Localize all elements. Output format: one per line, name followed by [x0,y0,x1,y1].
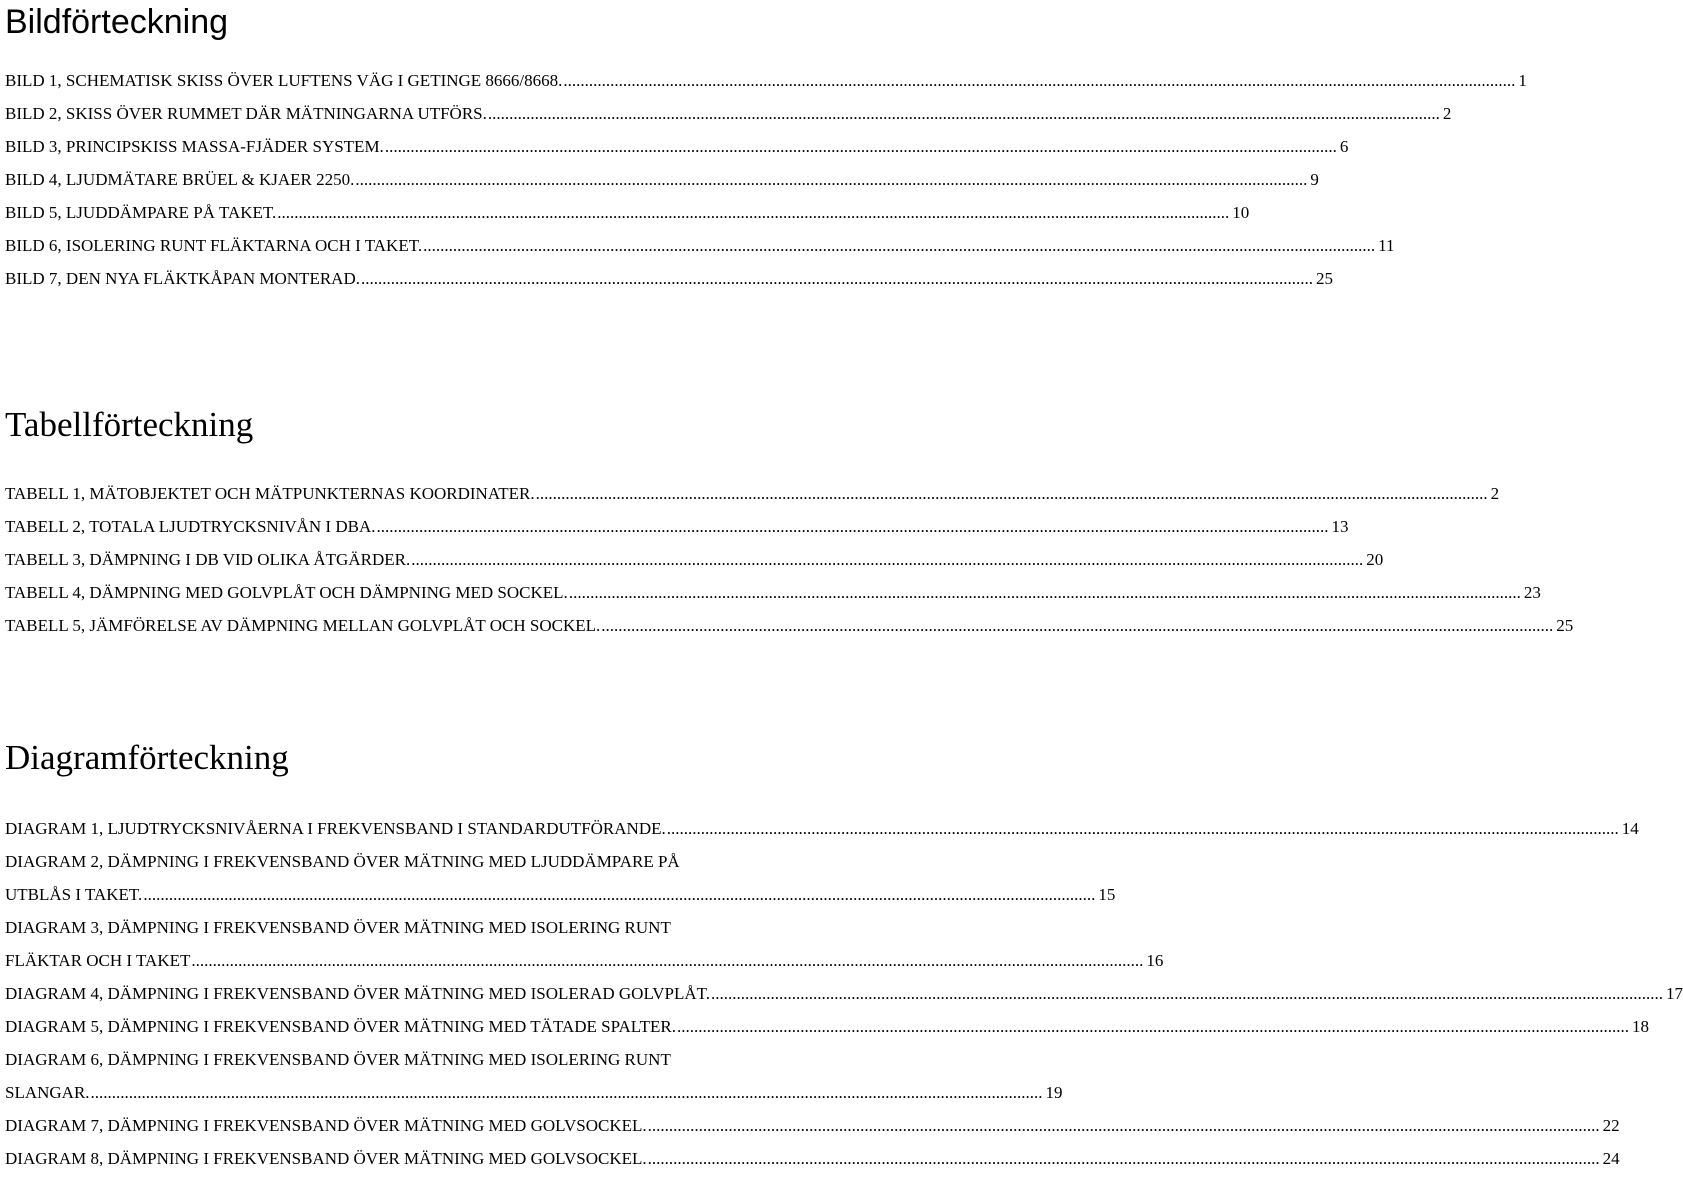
entry-title: DIAGRAM 7, DÄMPNING I FREKVENSBAND ÖVER MÄTNING MED GOLVSOCKEL. [5,1116,647,1135]
dot-leader [667,812,1619,845]
toc-entry-bild-2[interactable] [5,97,1452,130]
entry-title: DIAGRAM 6, DÄMPNING I FREKVENSBAND ÖVER MÄTNING MED ISOLERING RUNT [5,1050,671,1069]
entry-title: BILD 4, LJUDMÄTARE BRÜEL & KJAER 2250. [5,170,355,189]
entry-page: 15 [1098,885,1116,904]
toc-entry-tabell-3[interactable] [5,543,1384,576]
entry-page: 9 [1310,170,1319,189]
dot-leader [385,130,1337,163]
entry-title: TABELL 4, DÄMPNING MED GOLVPLÅT OCH DÄMPNING MED SOCKEL. [5,583,568,602]
entry-page: 24 [1602,1149,1620,1168]
toc-entry-diagram-2[interactable] [5,845,1116,911]
dot-leader [91,1076,1043,1109]
entry-title: DIAGRAM 4, DÄMPNING I FREKVENSBAND ÖVER MÄTNING MED ISOLERAD GOLVPLÅT. [5,984,711,1003]
entry-page: 16 [1146,951,1164,970]
dot-leader [143,878,1095,911]
entry-title: TABELL 5, JÄMFÖRELSE AV DÄMPNING MELLAN GOLVPLÅT OCH SOCKEL. [5,616,601,635]
dot-leader [423,229,1375,262]
dot-leader [711,977,1663,1010]
toc-entry-tabell-1[interactable] [5,477,1500,510]
diagram-list [5,812,1683,1175]
entry-page: 18 [1631,1017,1649,1036]
entry-title: BILD 2, SKISS ÖVER RUMMET DÄR MÄTNINGARNA UTFÖRS. [5,104,487,123]
toc-entry-tabell-5[interactable] [5,609,1574,642]
figure-list-heading: Bildförteckning [5,3,229,41]
entry-title: DIAGRAM 2, DÄMPNING I FREKVENSBAND ÖVER MÄTNING MED LJUDDÄMPARE PÅ [5,852,680,871]
dot-leader [648,1142,1600,1175]
toc-entry-diagram-8[interactable] [5,1142,1620,1175]
dot-leader [601,609,1553,642]
dot-leader [411,543,1363,576]
dot-leader [488,97,1440,130]
dot-leader [536,477,1488,510]
entry-title: TABELL 2, TOTALA LJUDTRYCKSNIVÅN I DBA. [5,517,376,536]
entry-title-continued: UTBLÅS I TAKET. [5,885,143,904]
toc-entry-bild-1[interactable] [5,64,1527,97]
entry-title: BILD 5, LJUDDÄMPARE PÅ TAKET. [5,203,277,222]
toc-entry-diagram-4[interactable] [5,977,1683,1010]
toc-entry-diagram-7[interactable] [5,1109,1620,1142]
toc-entry-bild-7[interactable] [5,262,1333,295]
toc-entry-bild-6[interactable] [5,229,1395,262]
toc-entry-diagram-1[interactable] [5,812,1639,845]
entry-title: BILD 6, ISOLERING RUNT FLÄKTARNA OCH I TAKET. [5,236,423,255]
entry-page: 2 [1442,104,1452,123]
entry-title: TABELL 3, DÄMPNING I DB VID OLIKA ÅTGÄRDER. [5,550,411,569]
entry-page: 25 [1315,269,1333,288]
diagram-list-section [5,736,1683,1175]
entry-title: DIAGRAM 1, LJUDTRYCKSNIVÅERNA I FREKVENSBAND I STANDARDUTFÖRANDE. [5,819,666,838]
entry-page: 11 [1378,236,1395,255]
dot-leader [377,510,1329,543]
entry-page: 17 [1666,984,1683,1003]
entry-page: 13 [1331,517,1349,536]
dot-leader [563,64,1515,97]
toc-entry-bild-5[interactable] [5,196,1250,229]
dot-leader [355,163,1307,196]
entry-page: 22 [1602,1116,1620,1135]
entry-title: TABELL 1, MÄTOBJEKTET OCH MÄTPUNKTERNAS KOORDINATER. [5,484,535,503]
toc-entry-tabell-4[interactable] [5,576,1541,609]
table-list-heading: Tabellförteckning [5,405,254,444]
entry-page: 25 [1556,616,1574,635]
entry-page: 14 [1621,819,1639,838]
toc-entry-diagram-3[interactable] [5,911,1164,977]
entry-page: 6 [1339,137,1349,156]
toc-entry-diagram-5[interactable] [5,1010,1649,1043]
toc-entry-diagram-6[interactable] [5,1043,1063,1109]
entry-title: DIAGRAM 8, DÄMPNING I FREKVENSBAND ÖVER MÄTNING MED GOLVSOCKEL. [5,1149,647,1168]
toc-entry-bild-3[interactable] [5,130,1349,163]
dot-leader [361,262,1313,295]
dot-leader [569,576,1521,609]
entry-title: BILD 3, PRINCIPSKISS MASSA-FJÄDER SYSTEM. [5,137,384,156]
entry-title-continued: FLÄKTAR OCH I TAKET [5,951,191,970]
dot-leader [191,944,1143,977]
entry-title-continued: SLANGAR. [5,1083,90,1102]
entry-title: BILD 1, SCHEMATISK SKISS ÖVER LUFTENS VÄG I GETINGE 8666/8668. [5,71,563,90]
dot-leader [677,1010,1629,1043]
figure-list-section [5,0,1527,295]
table-list-section [5,403,1574,642]
toc-entry-tabell-2[interactable] [5,510,1349,543]
figure-list [5,64,1527,295]
diagram-list-heading: Diagramförteckning [5,738,289,777]
entry-title: BILD 7, DEN NYA FLÄKTKÅPAN MONTERAD. [5,269,360,288]
entry-page: 10 [1232,203,1250,222]
entry-page: 20 [1366,550,1384,569]
entry-page: 1 [1518,71,1527,90]
entry-page: 2 [1490,484,1500,503]
table-list [5,477,1574,642]
entry-title: DIAGRAM 5, DÄMPNING I FREKVENSBAND ÖVER MÄTNING MED TÄTADE SPALTER. [5,1017,676,1036]
dot-leader [648,1109,1600,1142]
toc-entry-bild-4[interactable] [5,163,1319,196]
dot-leader [277,196,1229,229]
entry-page: 23 [1523,583,1541,602]
entry-title: DIAGRAM 3, DÄMPNING I FREKVENSBAND ÖVER MÄTNING MED ISOLERING RUNT [5,918,671,937]
entry-page: 19 [1045,1083,1063,1102]
